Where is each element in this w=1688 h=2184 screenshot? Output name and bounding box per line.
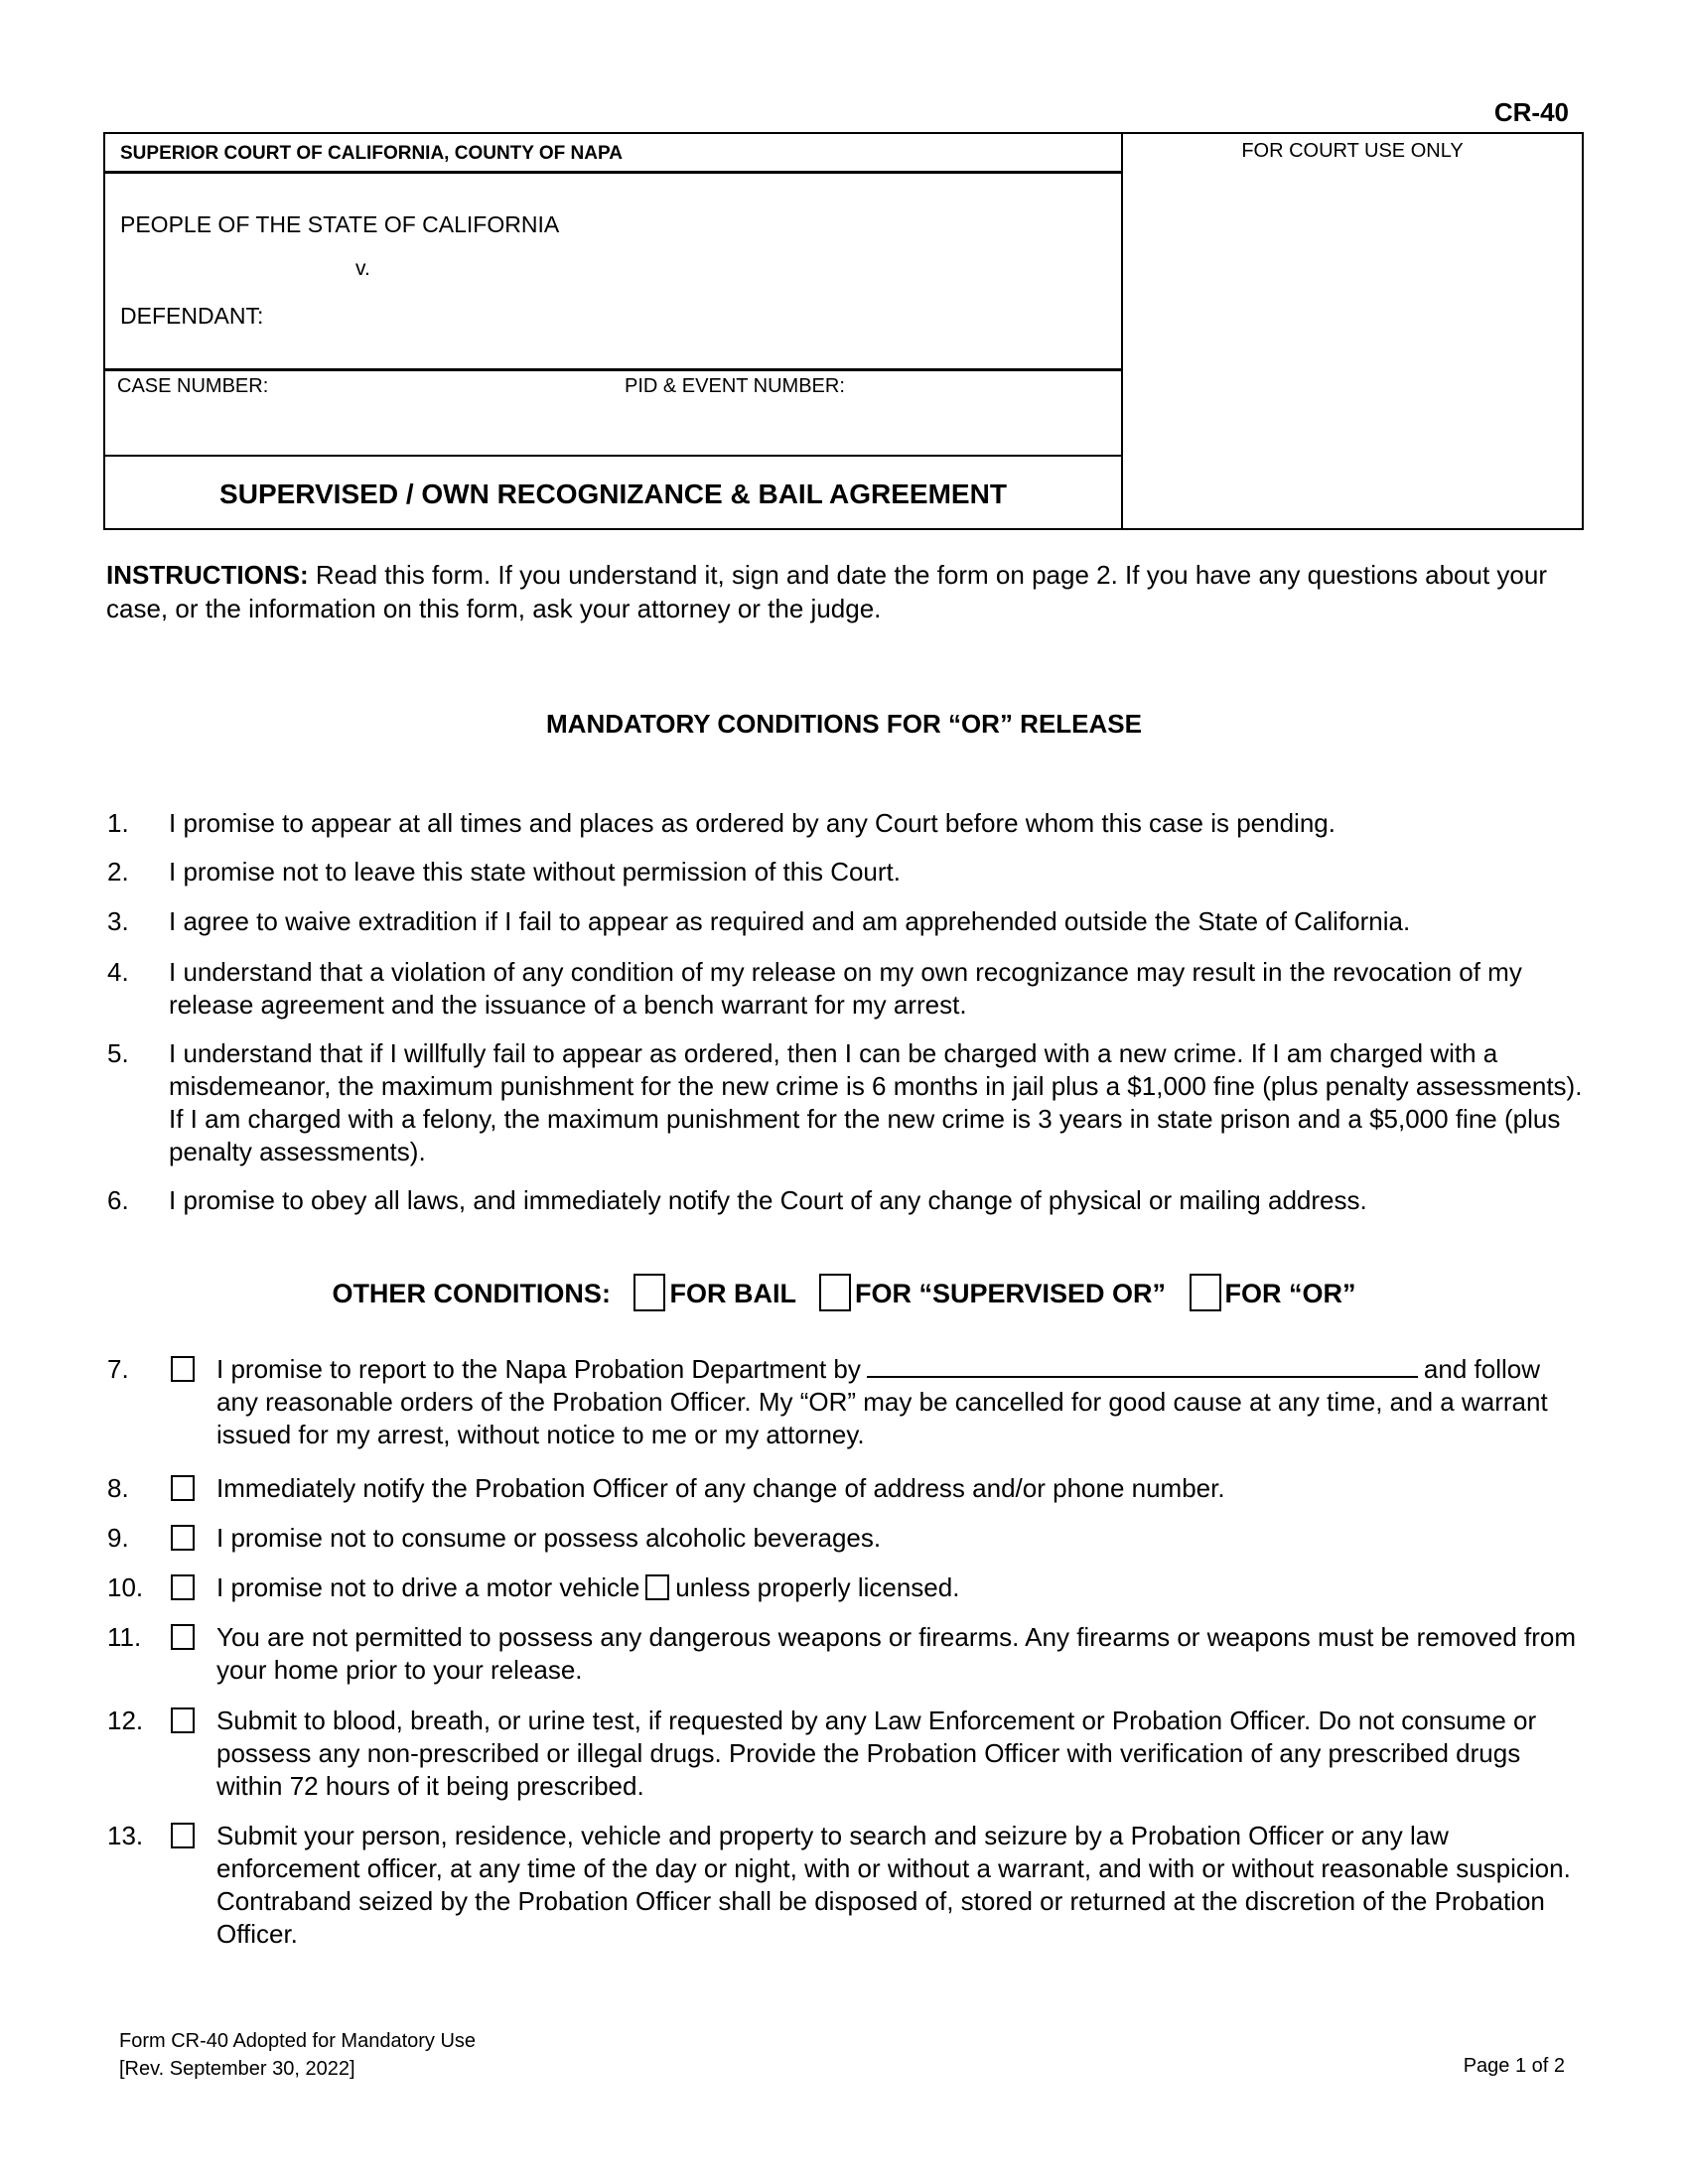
instructions	[106, 558, 1586, 625]
item-text: Submit to blood, breath, or urine test, if requested by any Law Enforcement or Probation Officer. Do not consume or possess any non-prescribed or illegal drugs. Provide the Probation Officer with verification of any prescribed drugs within 72 hours of it being prescribed.	[216, 1706, 1537, 1801]
for-bail-checkbox[interactable]	[633, 1274, 665, 1311]
for-supervised-or-checkbox[interactable]	[819, 1274, 851, 1311]
item-number: 12.	[107, 1706, 144, 1735]
item-number: 6.	[107, 1185, 129, 1215]
mandatory-conditions-heading: MANDATORY CONDITIONS FOR “OR” RELEASE	[546, 709, 1142, 739]
page-number: Page 1 of 2	[1463, 2055, 1565, 2077]
item-text: Immediately notify the Probation Officer of any change of address and/or phone number.	[216, 1473, 1225, 1503]
parties-row	[105, 174, 1121, 371]
for-bail-label: FOR BAIL	[669, 1279, 796, 1308]
condition-13-checkbox[interactable]	[171, 1823, 195, 1848]
condition-8-checkbox[interactable]	[171, 1475, 195, 1501]
item-text: You are not permitted to possess any dangerous weapons or firearms. Any firearms or weapons must be removed from your home prior to your release.	[216, 1622, 1577, 1685]
item-text: I promise not to leave this state without permission of this Court.	[169, 857, 902, 887]
item-number: 5.	[107, 1038, 129, 1068]
case-number-row	[105, 371, 1121, 457]
item-text: I promise to appear at all times and places as ordered by any Court before whom this case is pending.	[169, 808, 1336, 838]
court-use-label: FOR COURT USE ONLY	[1241, 140, 1464, 162]
case-number-label: CASE NUMBER:	[117, 375, 269, 397]
item-text: I promise to obey all laws, and immediately notify the Court of any change of physical or mailing address.	[169, 1185, 1367, 1215]
condition-10-checkbox[interactable]	[171, 1574, 195, 1600]
plaintiff-name: PEOPLE OF THE STATE OF CALIFORNIA	[120, 211, 560, 237]
item-text: Submit your person, residence, vehicle and property to search and seizure by a Probation Officer or any law enforcement officer, at any time of the day or night, with or without a warrant, and with or without reasonable suspicion. Contraband seized by the Probation Officer shall be disposed of, stored or returned at the discretion of the Probation Officer.	[216, 1821, 1571, 1949]
item-number: 1.	[107, 808, 129, 838]
item-text-before: I promise to report to the Napa Probation Department by	[216, 1354, 861, 1384]
for-or-checkbox[interactable]	[1190, 1274, 1221, 1311]
item-text: I agree to waive extradition if I fail to appear as required and am apprehended outside the State of California.	[169, 906, 1411, 936]
item-number: 3.	[107, 906, 129, 936]
item-number: 4.	[107, 957, 129, 987]
item-number: 9.	[107, 1523, 129, 1553]
instructions-text: Read this form. If you understand it, sign and date the form on page 2. If you have any questions about your case, or the information on this form, ask your attorney or the judge.	[106, 560, 1547, 623]
case-caption-box	[103, 132, 1584, 530]
footer-form-info	[119, 2027, 476, 2083]
court-use-area	[1123, 134, 1582, 528]
other-conditions-label: OTHER CONDITIONS:	[332, 1279, 611, 1308]
item-text	[216, 1353, 1587, 1451]
form-title: SUPERVISED / OWN RECOGNIZANCE & BAIL AGREEMENT	[219, 478, 1007, 509]
item-number: 10.	[107, 1572, 144, 1602]
footer-revision: [Rev. September 30, 2022]	[119, 2058, 355, 2080]
instructions-label: INSTRUCTIONS:	[106, 560, 309, 590]
item-number: 2.	[107, 857, 129, 887]
footer-adopted: Form CR-40 Adopted for Mandatory Use	[119, 2030, 477, 2052]
condition-11-checkbox[interactable]	[171, 1624, 195, 1650]
defendant-field[interactable]	[120, 303, 263, 330]
defendant-label: DEFENDANT:	[120, 303, 264, 329]
court-name: SUPERIOR COURT OF CALIFORNIA, COUNTY OF NAPA	[120, 143, 623, 164]
versus-label: v.	[355, 257, 370, 280]
item-text-before: I promise not to drive a motor vehicle	[216, 1572, 640, 1602]
unless-licensed-checkbox[interactable]	[645, 1574, 669, 1600]
item-number: 7.	[107, 1354, 129, 1384]
item-number: 8.	[107, 1473, 129, 1503]
item-text-after: unless properly licensed.	[675, 1572, 960, 1602]
item-text	[216, 1571, 1587, 1604]
pid-event-field[interactable]	[625, 375, 845, 398]
item-text-after: and follow any reasonable orders of the Probation Officer. My “OR” may be cancelled for good cause at any time, and a warrant issued for my arrest, without notice to me or my attorney.	[216, 1354, 1548, 1449]
item-text: I understand that if I willfully fail to appear as ordered, then I can be charged with a new crime. If I am charged with a misdemeanor, the maximum punishment for the new crime is 6 months in jail plus a $1,000 fine (plus penalty assessments). If I am charged with a felony, the maximum punishment for the new crime is 3 years in state prison and a $5,000 fine (plus penalty assessments).	[169, 1038, 1583, 1166]
item-text: I promise not to consume or possess alcoholic beverages.	[216, 1523, 882, 1553]
condition-12-checkbox[interactable]	[171, 1707, 195, 1733]
case-number-field[interactable]	[117, 375, 268, 398]
for-supervised-or-label: FOR “SUPERVISED OR”	[854, 1279, 1167, 1308]
for-or-label: FOR “OR”	[1224, 1279, 1356, 1308]
condition-7-checkbox[interactable]	[171, 1356, 195, 1382]
form-code: CR-40	[1493, 97, 1569, 127]
caption-left-column	[105, 134, 1123, 528]
item-number: 13.	[107, 1821, 144, 1850]
other-conditions-row	[0, 1274, 1688, 1311]
condition-9-checkbox[interactable]	[171, 1525, 195, 1551]
item-number: 11.	[107, 1622, 142, 1652]
report-by-date-field[interactable]	[867, 1354, 1418, 1378]
pid-event-label: PID & EVENT NUMBER:	[625, 375, 845, 397]
form-title-row	[105, 457, 1121, 528]
court-name-row	[105, 134, 1121, 174]
item-text: I understand that a violation of any condition of my release on my own recognizance may result in the revocation of my release agreement and the issuance of a bench warrant for my arrest.	[169, 957, 1522, 1020]
